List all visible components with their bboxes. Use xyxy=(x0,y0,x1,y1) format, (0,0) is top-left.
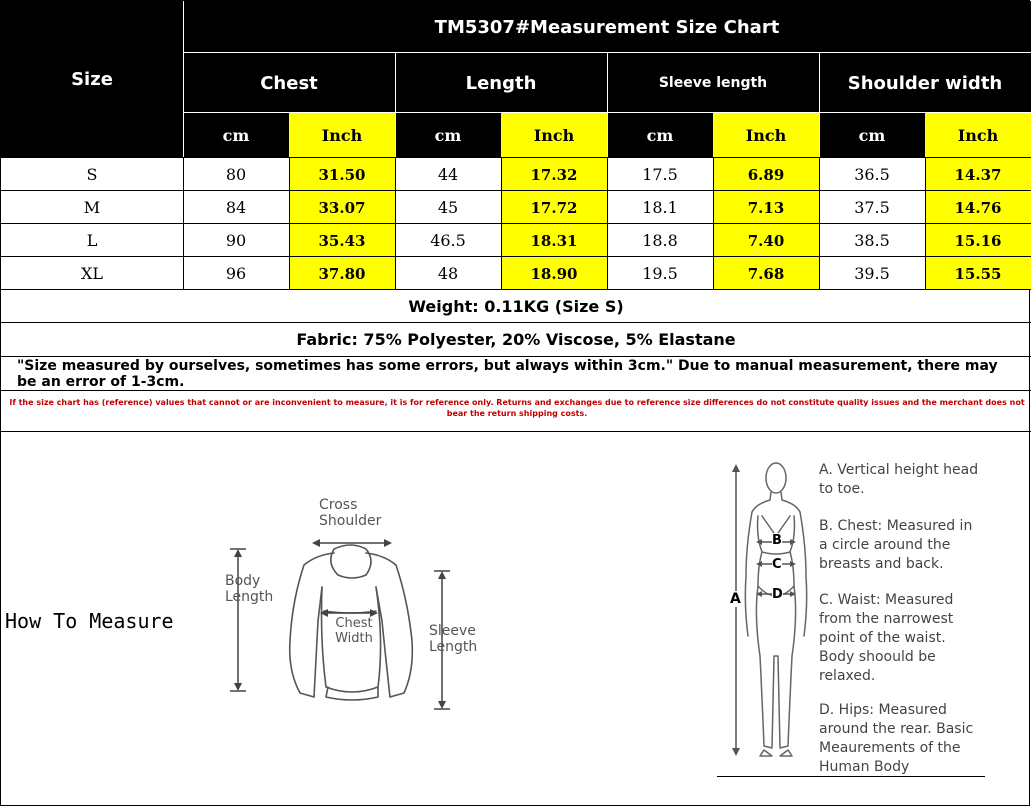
unit-header-cm: cm xyxy=(858,125,886,145)
unit-header-inch: Inch xyxy=(713,113,819,157)
chart-title: TM5307#Measurement Size Chart xyxy=(434,16,780,38)
size-cell: M xyxy=(83,198,101,217)
value-cell: 14.76 xyxy=(954,198,1002,217)
fabric-info: Fabric: 75% Polyester, 20% Viscose, 5% Elastane xyxy=(296,330,736,349)
sleeve-length-label: Sleeve Length xyxy=(429,623,478,655)
size-header: Size xyxy=(71,68,113,90)
body-note-b: B. Chest: Measured in a circle around the breasts and back. xyxy=(819,518,973,572)
value-cell: 17.32 xyxy=(530,165,578,184)
value-cell: 39.5 xyxy=(854,264,890,283)
value-cell: 18.31 xyxy=(530,231,578,250)
marker-d: D xyxy=(772,587,783,602)
value-cell: 84 xyxy=(225,198,247,217)
value-cell: 18.1 xyxy=(642,198,678,217)
value-cell: 33.07 xyxy=(318,198,366,217)
disclaimer: If the size chart has (reference) values that cannot or are inconvenient to measure, it is for reference only. Returns and exchanges due to reference size differences do not constitute quality issues and the merchant does not bear the return shipping costs. xyxy=(9,398,1025,418)
value-cell: 15.16 xyxy=(954,231,1002,250)
value-cell: 35.43 xyxy=(318,231,366,250)
value-cell: 6.89 xyxy=(747,165,785,184)
value-cell: 90 xyxy=(225,231,247,250)
value-cell: 37.80 xyxy=(318,264,366,283)
unit-header-cm: cm xyxy=(646,125,674,145)
value-cell: 17.72 xyxy=(530,198,578,217)
group-header-sleeve-length: Sleeve length xyxy=(658,75,768,91)
value-cell: 18.90 xyxy=(530,264,578,283)
group-header-length: Length xyxy=(465,72,537,94)
value-cell: 45 xyxy=(437,198,459,217)
cross-shoulder-label: Cross Shoulder xyxy=(319,497,382,529)
unit-header-cm: cm xyxy=(222,125,250,145)
value-cell: 46.5 xyxy=(430,231,466,250)
value-cell: 38.5 xyxy=(854,231,890,250)
value-cell: 96 xyxy=(225,264,247,283)
body-note-d: D. Hips: Measured around the rear. Basic Meaurements of the Human Body xyxy=(819,702,974,775)
body-figure-baseline xyxy=(717,776,985,777)
size-cell: S xyxy=(86,165,98,184)
value-cell: 31.50 xyxy=(318,165,366,184)
value-cell: 44 xyxy=(437,165,459,184)
value-cell: 7.40 xyxy=(747,231,785,250)
weight-info: Weight: 0.11KG (Size S) xyxy=(408,296,624,316)
body-note-a: A. Vertical height head to toe. xyxy=(819,462,979,497)
chest-width-label: Chest Width xyxy=(335,616,373,646)
value-cell: 80 xyxy=(225,165,247,184)
value-cell: 19.5 xyxy=(642,264,678,283)
value-cell: 18.8 xyxy=(642,231,678,250)
group-header-chest: Chest xyxy=(260,72,318,94)
value-cell: 7.68 xyxy=(747,264,785,283)
marker-b: B xyxy=(772,533,782,548)
unit-header-inch: Inch xyxy=(501,113,607,157)
size-cell: L xyxy=(86,231,98,250)
size-cell: XL xyxy=(80,264,103,283)
value-cell: 17.5 xyxy=(642,165,678,184)
group-header-shoulder-width: Shoulder width xyxy=(847,72,1003,94)
body-note-c: C. Waist: Measured from the narrowest point of the waist. Body shoould be relaxed. xyxy=(819,592,954,684)
body-figure-diagram xyxy=(716,456,816,776)
value-cell: 36.5 xyxy=(854,165,890,184)
value-cell: 15.55 xyxy=(954,264,1002,283)
value-cell: 37.5 xyxy=(854,198,890,217)
unit-header-inch: Inch xyxy=(289,113,395,157)
unit-header-inch: Inch xyxy=(925,113,1031,157)
measurement-note: "Size measured by ourselves, sometimes has some errors, but always within 3cm." Due to manual measurement, there may be an error of 1-3cm. xyxy=(17,357,998,390)
body-length-label: Body Length xyxy=(225,573,274,605)
how-to-measure-label: How To Measure xyxy=(5,609,174,633)
value-cell: 48 xyxy=(437,264,459,283)
value-cell: 7.13 xyxy=(747,198,785,217)
value-cell: 14.37 xyxy=(954,165,1002,184)
marker-a: A xyxy=(730,591,741,607)
marker-c: C xyxy=(772,557,782,572)
unit-header-cm: cm xyxy=(434,125,462,145)
